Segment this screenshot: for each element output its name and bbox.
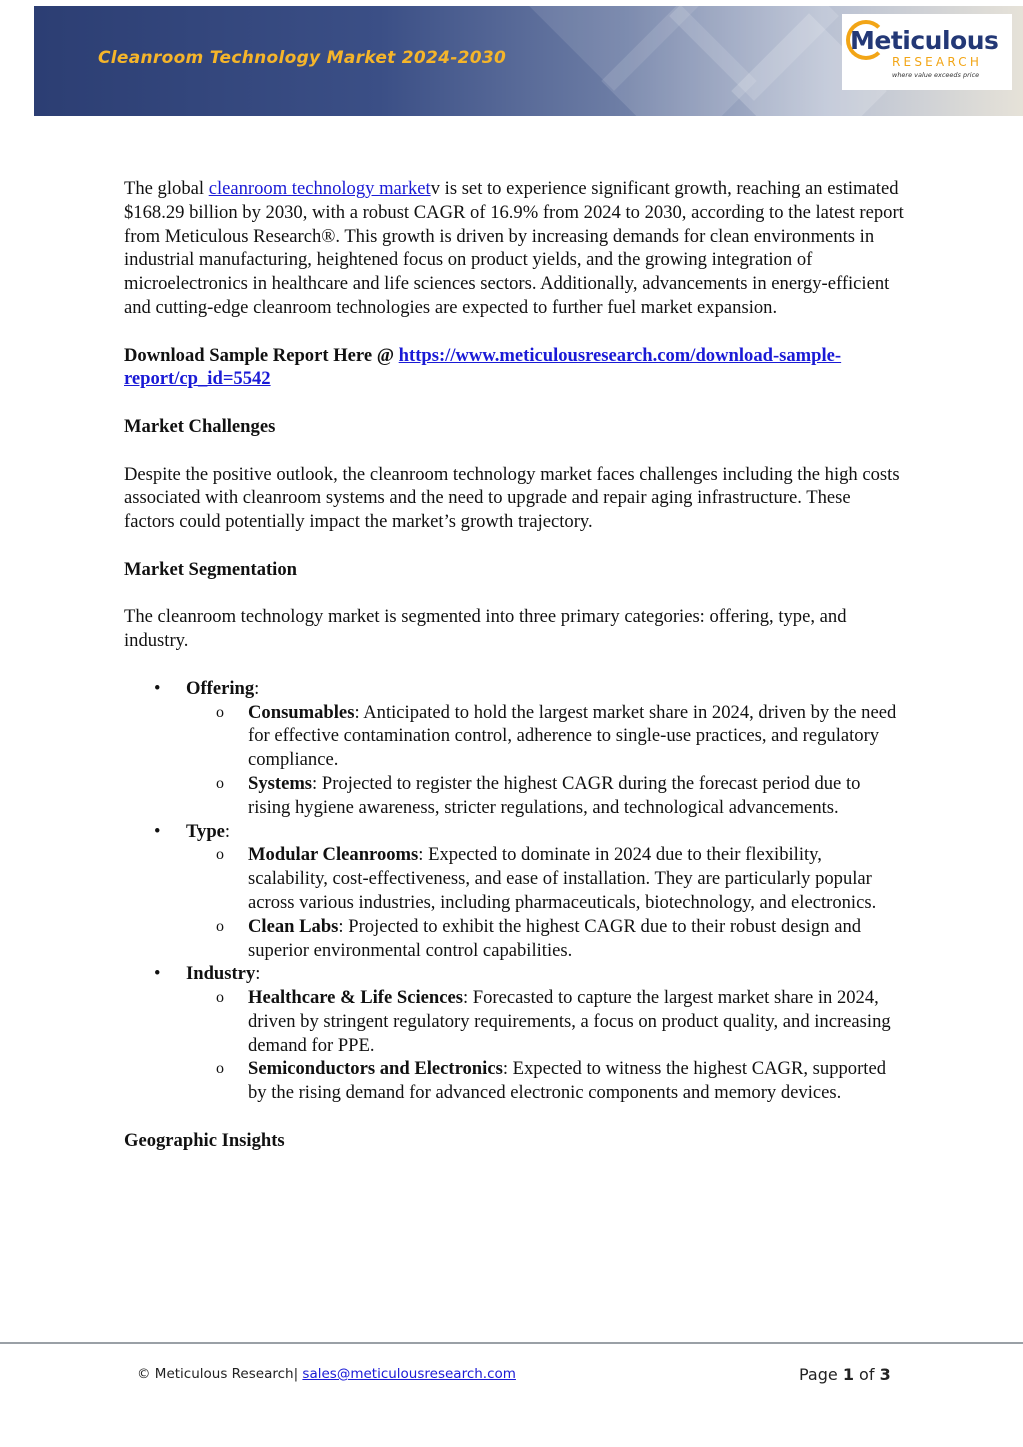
list-item (186, 772, 904, 820)
list-item (186, 1057, 904, 1105)
header-title: Cleanroom Technology Market 2024-2030 (98, 48, 507, 68)
logo-subtitle: RESEARCH (892, 55, 983, 69)
sub-list (186, 986, 904, 1105)
item-term: Consumables (248, 701, 355, 723)
list-item: • Offering: o Consumables: Anticipated to hold the largest market share in 2024, driven by the need for effective contamination control, adherence to single-use practices, and regulatory compliance. o Systems: Projected to register the highest CAGR during the forecast period due to rising hygiene awareness, stricter regulations, and technological advancements. (124, 677, 904, 820)
market-link[interactable]: cleanroom technology market (208, 178, 431, 199)
page-prefix: Page (799, 1365, 843, 1384)
circle-bullet-icon: o (216, 989, 224, 1007)
item-term: Healthcare & Life Sciences (248, 987, 463, 1009)
intro-prefix: The global (124, 178, 209, 199)
item-desc: : Projected to register the highest CAGR during the forecast period due to rising hygiene awareness, stricter regulations, and technological advancements. (248, 772, 861, 818)
segmentation-heading: Market Segmentation (124, 558, 297, 580)
intro-paragraph (124, 177, 904, 320)
footer-copyright (137, 1366, 516, 1382)
page-number (799, 1365, 891, 1384)
list-item (186, 915, 904, 963)
challenges-paragraph: Despite the positive outlook, the cleanroom technology market faces challenges including the high costs associated with cleanroom systems and the need to upgrade and repair aging infrastructure. These factors could potentially impact the market’s growth trajectory. (124, 463, 900, 533)
item-term: Clean Labs (248, 915, 339, 937)
download-link[interactable]: https://www.meticulousresearch.com/download-sample-report/cp_id=5542 (124, 344, 842, 390)
page-of: of (853, 1365, 880, 1384)
item-desc: : Anticipated to hold the largest market share in 2024, driven by the need for effective contamination control, adherence to single-use practices, and regulatory compliance. (248, 701, 897, 771)
group-label: Offering (186, 677, 255, 699)
sub-list (186, 843, 904, 962)
footer-divider (0, 1342, 1023, 1344)
item-term: Semiconductors and Electronics (248, 1058, 503, 1080)
page-total: 3 (879, 1365, 891, 1384)
bullet-icon: • (154, 820, 161, 842)
item-desc: : Expected to witness the highest CAGR, supported by the rising demand for advanced electronic components and memory devices. (248, 1058, 886, 1104)
bullet-icon: • (154, 677, 161, 699)
list-item: • Type: o Modular Cleanrooms: Expected to dominate in 2024 due to their flexibility, scalability, cost-effectiveness, and ease of installation. They are particularly popular across various industries, including pharmaceuticals, biotechnology, and electronics. o Clean Labs: Projected to exhibit the highest CAGR due to their robust design and superior environmental control capabilities. (124, 820, 904, 963)
sub-list (186, 701, 904, 820)
copyright-text: © Meticulous Research| (137, 1366, 303, 1382)
item-term: Systems (248, 772, 313, 794)
group-label: Type (186, 820, 225, 842)
list-item (186, 843, 904, 914)
circle-bullet-icon: o (216, 917, 224, 935)
item-desc: : Projected to exhibit the highest CAGR due to their robust design and superior environmental control capabilities. (248, 915, 862, 961)
segmentation-list (124, 677, 904, 1105)
item-desc: : Expected to dominate in 2024 due to their flexibility, scalability, cost-effectiveness, and ease of installation. They are particularly popular across various industries, including pharmaceuticals, biotechnology, and electronics. (248, 844, 877, 913)
group-label: Industry (186, 963, 256, 985)
circle-bullet-icon: o (216, 774, 224, 792)
document-body (124, 177, 904, 1176)
segmentation-paragraph: The cleanroom technology market is segmented into three primary categories: offering, type, and industry. (124, 606, 847, 652)
download-label: Download Sample Report Here @ (124, 344, 399, 366)
intro-text: v is set to experience significant growth, reaching an estimated $168.29 billion by 2030, with a robust CAGR of 16.9% from 2024 to 2030, according to the latest report from Meticulous Research®. This growth is driven by increasing demands for clean environments in industrial manufacturing, heightened focus on product yields, and the growing integration of microelectronics in healthcare and life sciences sectors. Additionally, advancements in energy-efficient and cutting-edge cleanroom technologies are expected to further fuel market expansion. (124, 178, 904, 318)
circle-bullet-icon: o (216, 846, 224, 864)
bullet-icon: • (154, 963, 161, 985)
item-desc: : Forecasted to capture the largest market share in 2024, driven by stringent regulatory requirements, a focus on product quality, and increasing demand for PPE. (248, 987, 891, 1056)
page-current: 1 (842, 1365, 854, 1384)
download-paragraph (124, 344, 904, 392)
item-term: Modular Cleanrooms (248, 844, 419, 866)
list-item (186, 701, 904, 772)
header-banner (34, 6, 1023, 116)
circle-bullet-icon: o (216, 1060, 224, 1078)
logo-tagline: where value exceeds price (892, 71, 980, 79)
company-logo (842, 14, 1012, 90)
email-link[interactable]: sales@meticulousresearch.com (302, 1366, 516, 1382)
list-item (186, 986, 904, 1057)
challenges-heading: Market Challenges (124, 415, 276, 437)
circle-bullet-icon: o (216, 703, 224, 721)
geographic-heading: Geographic Insights (124, 1129, 285, 1151)
list-item: • Industry: o Healthcare & Life Sciences: Forecasted to capture the largest market share in 2024, driven by stringent regulatory requirements, a focus on product quality, and increasing demand for PPE. o Semiconductors and Electronics: Expected to witness the highest CAGR, supported by the rising demand for advanced electronic components and memory devices. (124, 962, 904, 1105)
logo-wordmark: Meticulous (850, 26, 999, 55)
